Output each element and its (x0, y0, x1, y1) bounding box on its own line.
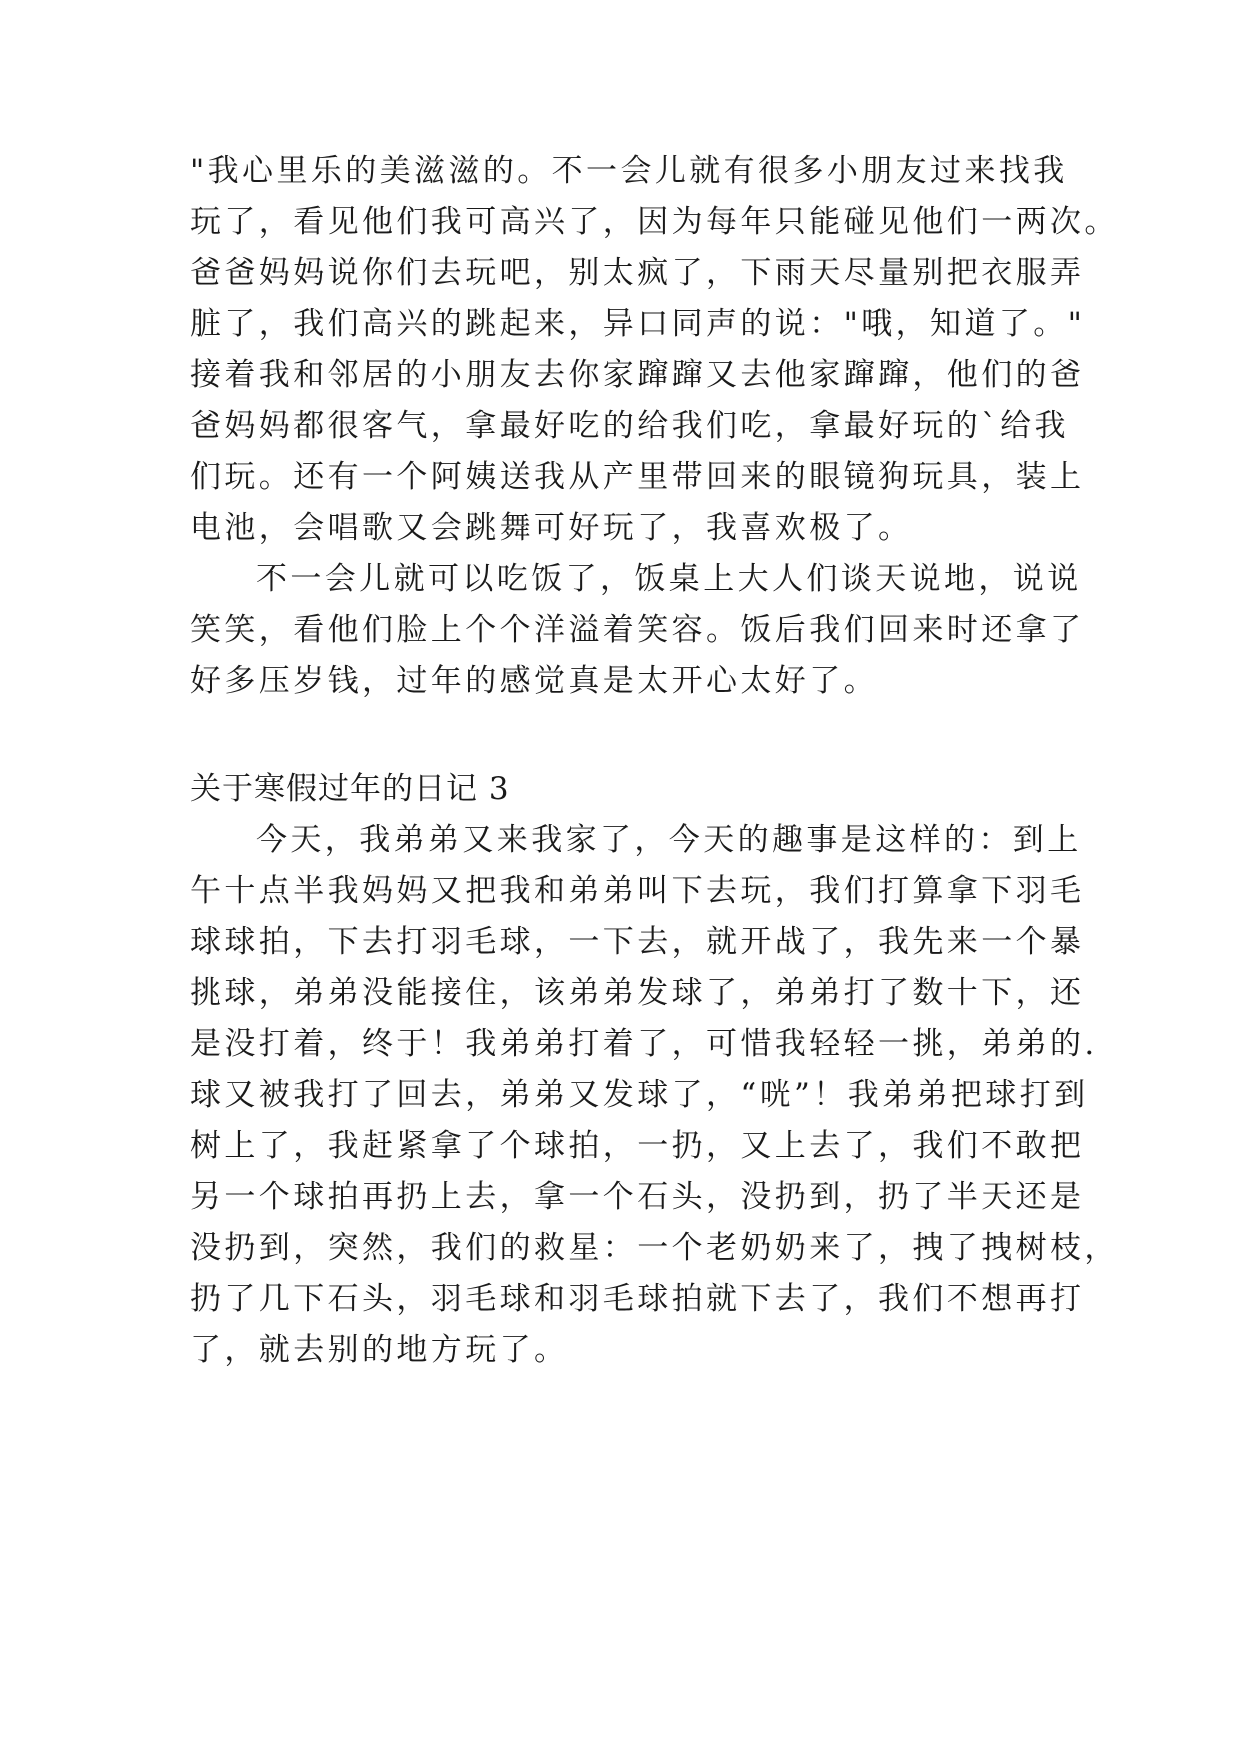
section-heading: 关于寒假过年的日记 3 (190, 771, 510, 807)
paragraph-line: 是没打着，终于！我弟弟打着了，可惜我轻轻一挑，弟弟的. (190, 1026, 1098, 1062)
paragraph-line: 爸爸妈妈说你们去玩吧，别太疯了，下雨天尽量别把衣服弄 (190, 255, 1085, 291)
paragraph-line: 了，就去别的地方玩了。 (190, 1332, 569, 1368)
paragraph-line: 们玩。还有一个阿姨送我从产里带回来的眼镜狗玩具，装上 (190, 459, 1085, 495)
paragraph-line: 好多压岁钱，过年的感觉真是太开心太好了。 (190, 663, 878, 699)
paragraph-line: "我心里乐的美滋滋的。不一会儿就有很多小朋友过来找我 (190, 153, 1068, 189)
paragraph-line: 爸妈妈都很客气，拿最好吃的给我们吃，拿最好玩的`给我 (190, 408, 1069, 444)
paragraph-line: 笑笑，看他们脸上个个洋溢着笑容。饭后我们回来时还拿了 (190, 612, 1085, 648)
paragraph-line: 午十点半我妈妈又把我和弟弟叫下去玩，我们打算拿下羽毛 (190, 873, 1085, 909)
paragraph-line: 接着我和邻居的小朋友去你家蹿蹿又去他家蹿蹿，他们的爸 (190, 357, 1085, 393)
paragraph-line: 没扔到，突然，我们的救星：一个老奶奶来了，拽了拽树枝， (190, 1230, 1119, 1266)
paragraph-line: 挑球，弟弟没能接住，该弟弟发球了，弟弟打了数十下，还 (190, 975, 1085, 1011)
paragraph-line: 另一个球拍再扔上去，拿一个石头，没扔到，扔了半天还是 (190, 1179, 1085, 1215)
paragraph-line: 球又被我打了回去，弟弟又发球了，“咣”！我弟弟把球打到 (190, 1077, 1089, 1113)
paragraph-line: 树上了，我赶紧拿了个球拍，一扔，又上去了，我们不敢把 (190, 1128, 1085, 1164)
paragraph-line: 玩了，看见他们我可高兴了，因为每年只能碰见他们一两次。 (190, 204, 1119, 240)
paragraph-line: 脏了，我们高兴的跳起来，异口同声的说："哦，知道了。" (190, 306, 1086, 342)
paragraph-line: 不一会儿就可以吃饭了，饭桌上大人们谈天说地，说说 (256, 561, 1082, 597)
paragraph-line: 电池，会唱歌又会跳舞可好玩了，我喜欢极了。 (190, 510, 913, 546)
paragraph-line: 球球拍，下去打羽毛球，一下去，就开战了，我先来一个暴 (190, 924, 1085, 960)
paragraph-line: 扔了几下石头，羽毛球和羽毛球拍就下去了，我们不想再打 (190, 1281, 1085, 1317)
paragraph-line: 今天，我弟弟又来我家了，今天的趣事是这样的：到上 (256, 822, 1082, 858)
